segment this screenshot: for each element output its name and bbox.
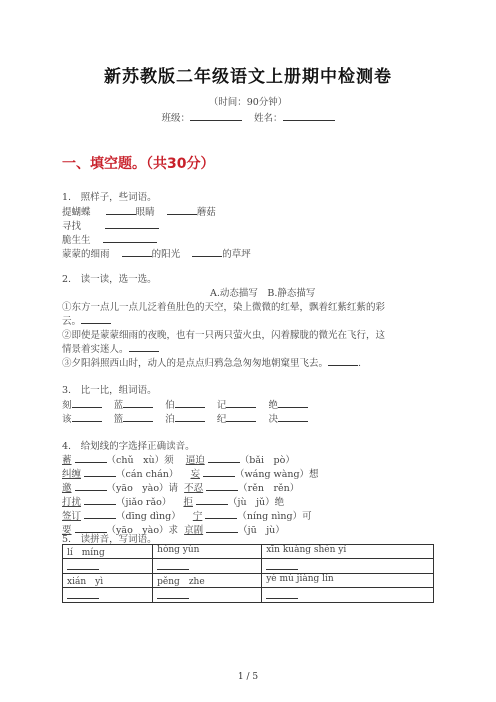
blank[interactable]: [226, 397, 256, 408]
q2-s1b-line: [62, 313, 111, 327]
answer-cell[interactable]: [262, 559, 434, 574]
word: 邀: [62, 483, 72, 494]
word: 脆生生: [62, 235, 91, 246]
text: 云。: [62, 316, 82, 327]
name-blank[interactable]: [283, 110, 335, 121]
q1-line4: [62, 246, 251, 260]
pinyin-choice: （níng nìng）可: [237, 511, 312, 522]
char: 伯: [165, 400, 175, 411]
word: 要: [62, 525, 72, 536]
word: 蒙蒙的细雨: [62, 249, 110, 260]
q2-s1a: ①东方一点儿一点儿泛着鱼肚色的天空，染上微微的红晕，飘着红紫红紫的彩: [62, 302, 386, 313]
word: 京剧: [184, 525, 204, 536]
blank[interactable]: [123, 411, 153, 422]
blank[interactable]: [72, 397, 102, 408]
q3-prompt: 3. 比一比，组词语。: [62, 385, 157, 396]
blank[interactable]: [167, 204, 197, 215]
blank[interactable]: [84, 466, 116, 477]
blank[interactable]: [192, 246, 222, 257]
blank[interactable]: [278, 411, 308, 422]
pinyin-choice: （jū jù）: [238, 525, 285, 536]
blank[interactable]: [205, 508, 237, 519]
word: 逼迫: [185, 455, 205, 466]
q2-s3-line: ③夕阳斜照西山时，动人的是点点归鸦急急匆匆地朝窠里飞去。 .: [62, 355, 361, 369]
word: 提蝴蝶: [62, 207, 91, 218]
char: 刻: [62, 400, 72, 411]
pinyin-choice: （chǔ xù）须: [106, 455, 174, 466]
pinyin-choice: （jù jǔ）绝: [228, 497, 285, 508]
blank[interactable]: [67, 559, 99, 570]
blank[interactable]: [266, 588, 298, 599]
blank[interactable]: [278, 397, 308, 408]
q2-s2a: ②即使是蒙蒙细雨的夜晚，也有一只两只萤火虫，闪着朦胧的微光在飞行，这: [62, 330, 386, 341]
char: 泊: [165, 414, 175, 425]
char: 蓝: [113, 400, 124, 411]
blank[interactable]: [105, 218, 159, 229]
class-blank[interactable]: [190, 110, 242, 121]
word: 眼睛: [135, 207, 155, 218]
answer-cell[interactable]: [63, 559, 153, 574]
char: 记: [216, 400, 227, 411]
q4-row: [62, 480, 299, 494]
word: 寻找: [62, 221, 82, 232]
q4-row: [62, 466, 319, 480]
pinyin-cell: xián yì: [63, 574, 153, 588]
char: 该: [62, 414, 72, 425]
answer-cell[interactable]: [63, 588, 153, 603]
q2-s2b-line: [62, 341, 159, 355]
blank[interactable]: [206, 522, 238, 533]
q1-line1: [62, 204, 216, 218]
word: 的草坪: [222, 249, 251, 260]
blank[interactable]: [81, 313, 111, 324]
pinyin-choice: （yāo yào）请: [106, 483, 179, 494]
q4-row: [62, 494, 284, 508]
q2-options: A.动态描写 B.静态描写: [210, 288, 316, 299]
blank[interactable]: [157, 588, 189, 599]
word: 宁: [192, 511, 203, 522]
blank[interactable]: [84, 494, 116, 505]
pinyin-cell: hóng yùn: [153, 545, 262, 559]
blank[interactable]: [175, 411, 205, 422]
char: 篮: [113, 414, 124, 425]
blank[interactable]: [122, 246, 152, 257]
text: 情景着实迷人。: [62, 344, 129, 355]
class-label: 班级：: [161, 113, 190, 124]
char: 绝: [268, 400, 278, 411]
text: ③夕阳斜照西山时，动人的是点点归鸦急急匆匆地朝窠里飞去。: [62, 358, 329, 369]
blank[interactable]: [103, 232, 157, 243]
word: 妄: [190, 469, 201, 480]
word: 签订: [62, 511, 82, 522]
time-note: （时间：90分钟）: [208, 97, 288, 108]
blank[interactable]: [157, 559, 189, 570]
table-row: [63, 574, 434, 588]
pinyin-choice: （dīng dìng）: [116, 511, 181, 522]
pinyin-cell: xīn kuàng shén yí: [262, 545, 434, 559]
q1-prompt: 1. 照样子，些词语。: [62, 192, 157, 203]
section-heading: 一、填空题。（共30分）: [62, 156, 215, 172]
blank[interactable]: [208, 452, 240, 463]
word: 拒: [183, 497, 193, 508]
word: 蓄: [62, 455, 72, 466]
word: 打扰: [62, 497, 82, 508]
pinyin-cell: lí míng: [63, 545, 153, 559]
pinyin-choice: （wáng wàng）想: [235, 469, 319, 480]
blank[interactable]: [72, 411, 102, 422]
char: 纪: [216, 414, 227, 425]
pinyin-choice: （rěn rěn）: [238, 483, 300, 494]
table-row: [63, 545, 434, 559]
word: 蘑菇: [196, 207, 216, 218]
q2-prompt: 2. 读一读，选一选。: [62, 274, 157, 285]
pinyin-cell: yè mù jiàng lín: [262, 574, 434, 588]
pinyin-table: [62, 544, 434, 603]
name-label: 姓名：: [254, 113, 283, 124]
page-title: 新苏教版二年级语文上册期中检测卷: [104, 67, 392, 87]
blank[interactable]: [84, 508, 116, 519]
blank[interactable]: [266, 559, 298, 570]
q4-row: [62, 508, 312, 522]
pinyin-choice: （jiǎo rǎo）: [116, 497, 172, 508]
answer-cell[interactable]: [153, 588, 262, 603]
word: 不忍: [184, 483, 204, 494]
answer-cell[interactable]: [153, 559, 262, 574]
answer-cell[interactable]: [262, 588, 434, 603]
q3-row2: [62, 411, 308, 425]
blank[interactable]: [129, 341, 159, 352]
blank[interactable]: [75, 480, 107, 491]
blank[interactable]: [196, 494, 228, 505]
blank[interactable]: [203, 466, 235, 477]
blank[interactable]: [206, 480, 238, 491]
blank[interactable]: [328, 355, 358, 366]
q3-row1: [62, 397, 308, 411]
blank[interactable]: [175, 397, 205, 408]
word: 的阳光: [151, 249, 181, 260]
table-row: [63, 559, 434, 574]
q5-prompt: 5. 读拼音，写词语。: [62, 534, 157, 545]
blank[interactable]: [226, 411, 256, 422]
blank[interactable]: [123, 397, 153, 408]
blank[interactable]: [67, 588, 99, 599]
class-name-line: [0, 110, 496, 124]
pinyin-choice: （cán chán）: [116, 469, 179, 480]
q1-line2: [62, 218, 159, 232]
blank[interactable]: [75, 452, 107, 463]
table-row: [63, 588, 434, 603]
q1-line3: [62, 232, 157, 246]
pinyin-choice: （bǎi pò）: [239, 455, 295, 466]
char: 决: [268, 414, 278, 425]
page-number: 1 / 5: [237, 672, 259, 682]
blank[interactable]: [106, 204, 136, 215]
q4-row: [62, 452, 295, 466]
pinyin-cell: pěng zhe: [153, 574, 262, 588]
pinyin-choice: （yāo yào）求: [106, 525, 179, 536]
q4-prompt: 4. 给划线的字选择正确读音。: [62, 441, 195, 452]
word: 纠缠: [62, 469, 82, 480]
